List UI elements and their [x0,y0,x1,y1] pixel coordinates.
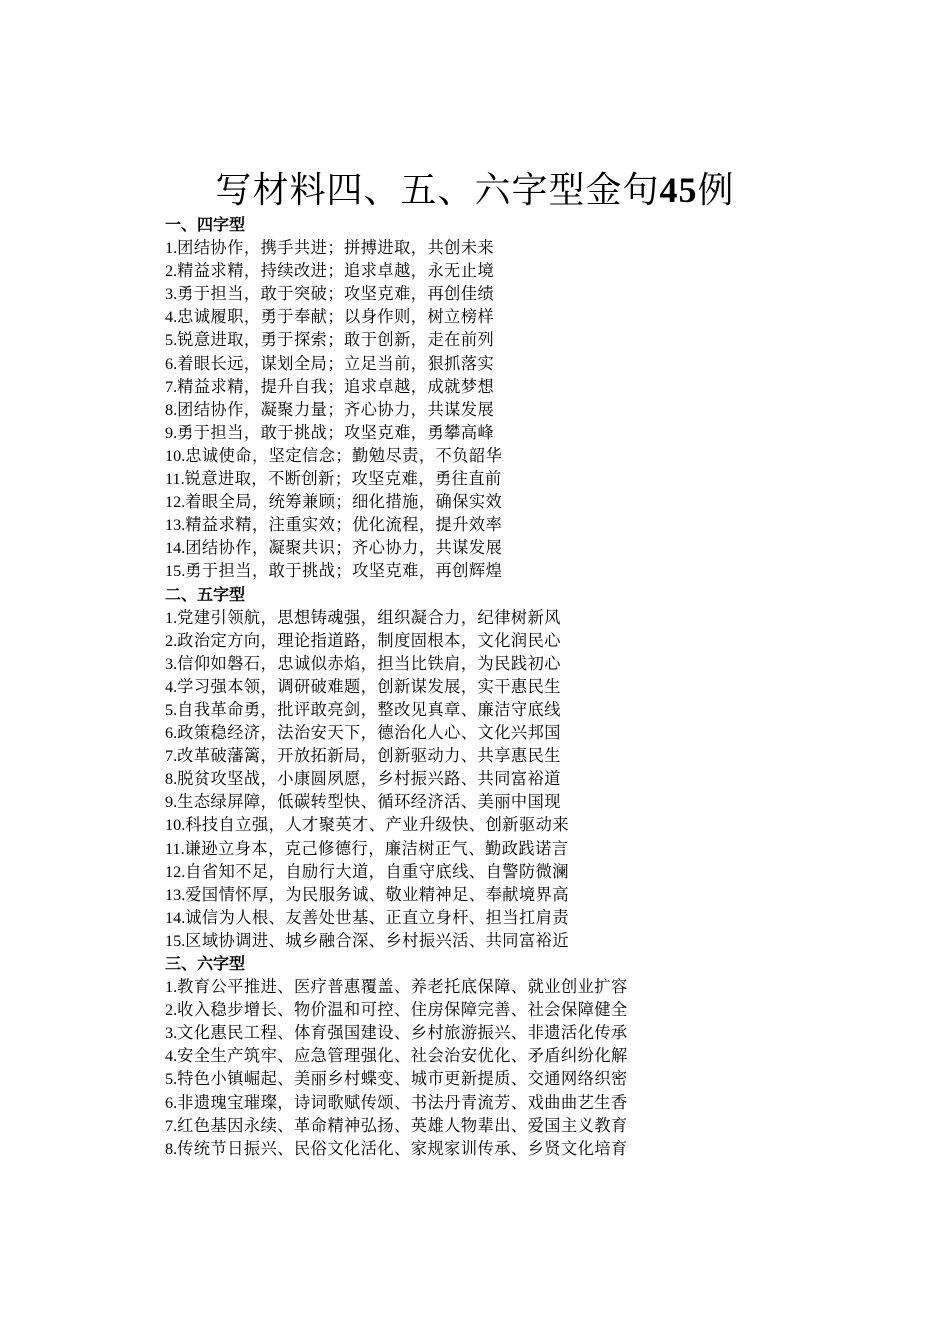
item-number: 7. [165,747,178,766]
item-number: 14. [165,908,186,927]
item-text: 自我革命勇，批评敢亮剑，整改见真章、廉洁守底线 [177,699,561,719]
item-number: 7. [165,377,178,396]
list-item [165,444,725,467]
list-item [165,1021,725,1044]
list-item [165,813,725,836]
page-title [0,166,950,215]
list-item [165,398,725,421]
item-text: 勇于担当，敢于挑战；攻坚克难，再创辉煌 [185,561,503,581]
list-item [165,744,725,767]
title-text: 写材料四、五、六字型金句 [215,170,660,211]
item-number: 11. [165,839,185,858]
item-text: 学习强本领，调研破难题，创新谋发展，实干惠民生 [177,676,561,696]
item-text: 党建引领航，思想铸魂强，组织凝合力，纪律树新风 [177,607,561,627]
list-item [165,837,725,860]
item-text: 科技自立强，人才聚英才、产业升级快、创新驱动来 [185,815,570,835]
item-text: 文化惠民工程、体育强国建设、乡村旅游振兴、非遗活化传承 [177,1023,628,1043]
list-item [165,698,725,721]
list-item [165,998,725,1021]
item-number: 2. [165,1001,178,1020]
list-item [165,259,725,282]
list-item [165,883,725,906]
list-item [165,375,725,398]
item-number: 2. [165,631,178,650]
item-number: 9. [165,793,178,812]
item-number: 5. [165,1070,178,1089]
item-number: 12. [165,862,186,881]
list-item [165,1091,725,1114]
list-item [165,421,725,444]
item-text: 锐意进取，勇于探索；敢于创新，走在前列 [177,330,495,350]
list-item [165,328,725,351]
item-text: 团结协作，凝聚共识；齐心协力，共谋发展 [185,538,503,558]
item-number: 5. [165,700,178,719]
list-item [165,606,725,629]
item-text: 精益求精，持续改进；追求卓越，永无止境 [177,261,495,281]
item-number: 3. [165,285,178,304]
list-item [165,906,725,929]
list-item [165,790,725,813]
list-item [165,1114,725,1137]
item-text: 自省知不足，自励行大道，自重守底线、自警防微澜 [185,861,570,881]
item-number: 10. [165,816,186,835]
list-item [165,236,725,259]
item-number: 10. [165,446,186,465]
item-number: 15. [165,931,186,950]
section-heading: 二、五字型 [165,584,246,604]
section-heading: 一、四字型 [165,215,246,234]
list-item [165,1067,725,1090]
item-number: 4. [165,1047,178,1066]
item-number: 3. [165,1024,178,1043]
section-heading: 三、六字型 [165,954,246,973]
list-item [165,767,725,790]
item-text: 锐意进取，不断创新；攻坚克难，勇往直前 [184,469,502,489]
item-number: 4. [165,677,178,696]
item-text: 特色小镇崛起、美丽乡村蝶变、城市更新提质、交通网络织密 [177,1069,628,1089]
item-number: 1. [165,608,178,627]
item-text: 红色基因永续、革命精神弘扬、英雄人物辈出、爱国主义教育 [177,1115,628,1135]
list-item [165,352,725,375]
item-text: 团结协作，携手共进；拼搏进取，共创未来 [177,238,495,258]
list-item [165,513,725,536]
item-number: 12. [165,493,186,512]
list-item [165,282,725,305]
item-text: 着眼长远，谋划全局；立足当前，狠抓落实 [177,353,495,373]
list-item [165,652,725,675]
item-text: 精益求精，提升自我；追求卓越，成就梦想 [177,376,495,396]
list-item [165,305,725,328]
list-item [165,536,725,559]
item-text: 生态绿屏障，低碳转型快、循环经济活、美丽中国现 [177,792,561,812]
list-item [165,490,725,513]
list-item [165,1044,725,1067]
item-number: 6. [165,354,178,373]
item-text: 政策稳经济，法治安天下，德治化人心、文化兴邦国 [177,723,561,743]
item-number: 6. [165,1093,178,1112]
item-text: 安全生产筑牢、应急管理强化、社会治安优化、矛盾纠纷化解 [177,1046,628,1066]
item-number: 1. [165,239,178,258]
item-number: 2. [165,262,178,281]
list-item [165,929,725,952]
item-number: 4. [165,308,178,327]
item-text: 勇于担当，敢于挑战；攻坚克难，勇攀高峰 [177,422,495,442]
item-text: 收入稳步增长、物价温和可控、住房保障完善、社会保障健全 [177,1000,628,1020]
item-number: 1. [165,978,178,997]
item-number: 8. [165,1139,178,1158]
item-number: 14. [165,539,186,558]
item-number: 15. [165,562,186,581]
item-text: 传统节日振兴、民俗文化活化、家规家训传承、乡贤文化培育 [177,1138,628,1158]
item-text: 信仰如磐石，忠诚似赤焰，担当比铁肩，为民践初心 [177,653,561,673]
item-text: 诚信为人根、友善处世基、正直立身杆、担当扛肩责 [185,907,570,927]
item-text: 改革破藩篱，开放拓新局，创新驱动力、共享惠民生 [177,746,561,766]
item-text: 忠诚履职，勇于奉献；以身作则，树立榜样 [177,307,495,327]
list-item [165,629,725,652]
item-text: 教育公平推进、医疗普惠覆盖、养老托底保障、就业创业扩容 [177,977,628,997]
item-number: 9. [165,423,178,442]
item-text: 政治定方向，理论指道路，制度固根本，文化润民心 [177,630,561,650]
document-body [165,213,725,1160]
item-number: 13. [165,885,186,904]
item-number: 11. [165,470,185,489]
title-suffix: 例 [697,170,735,211]
item-number: 13. [165,516,186,535]
title-number: 45 [659,170,698,210]
item-text: 脱贫攻坚战，小康圆夙愿，乡村振兴路、共同富裕道 [177,769,561,789]
item-text: 忠诚使命，坚定信念；勤勉尽责，不负韶华 [185,445,503,465]
item-text: 勇于担当，敢于突破；攻坚克难，再创佳绩 [177,284,495,304]
item-number: 8. [165,770,178,789]
item-text: 爱国情怀厚，为民服务诚、敬业精神足、奉献境界高 [185,884,570,904]
item-number: 5. [165,331,178,350]
item-text: 谦逊立身本，克己修德行，廉洁树正气、勤政践诺言 [184,838,569,858]
list-item [165,559,725,582]
list-item [165,975,725,998]
item-number: 6. [165,724,178,743]
item-text: 精益求精，注重实效；优化流程，提升效率 [185,515,503,535]
list-item [165,467,725,490]
item-number: 8. [165,400,178,419]
item-number: 7. [165,1116,178,1135]
item-text: 着眼全局，统筹兼顾；细化措施，确保实效 [185,492,503,512]
item-number: 3. [165,654,178,673]
item-text: 团结协作，凝聚力量；齐心协力，共谋发展 [177,399,495,419]
list-item [165,1137,725,1160]
list-item [165,721,725,744]
list-item [165,675,725,698]
item-text: 区域协调进、城乡融合深、乡村振兴活、共同富裕近 [185,930,570,950]
list-item [165,860,725,883]
item-text: 非遗瑰宝璀璨，诗词歌赋传颂、书法丹青流芳、戏曲曲艺生香 [177,1092,628,1112]
